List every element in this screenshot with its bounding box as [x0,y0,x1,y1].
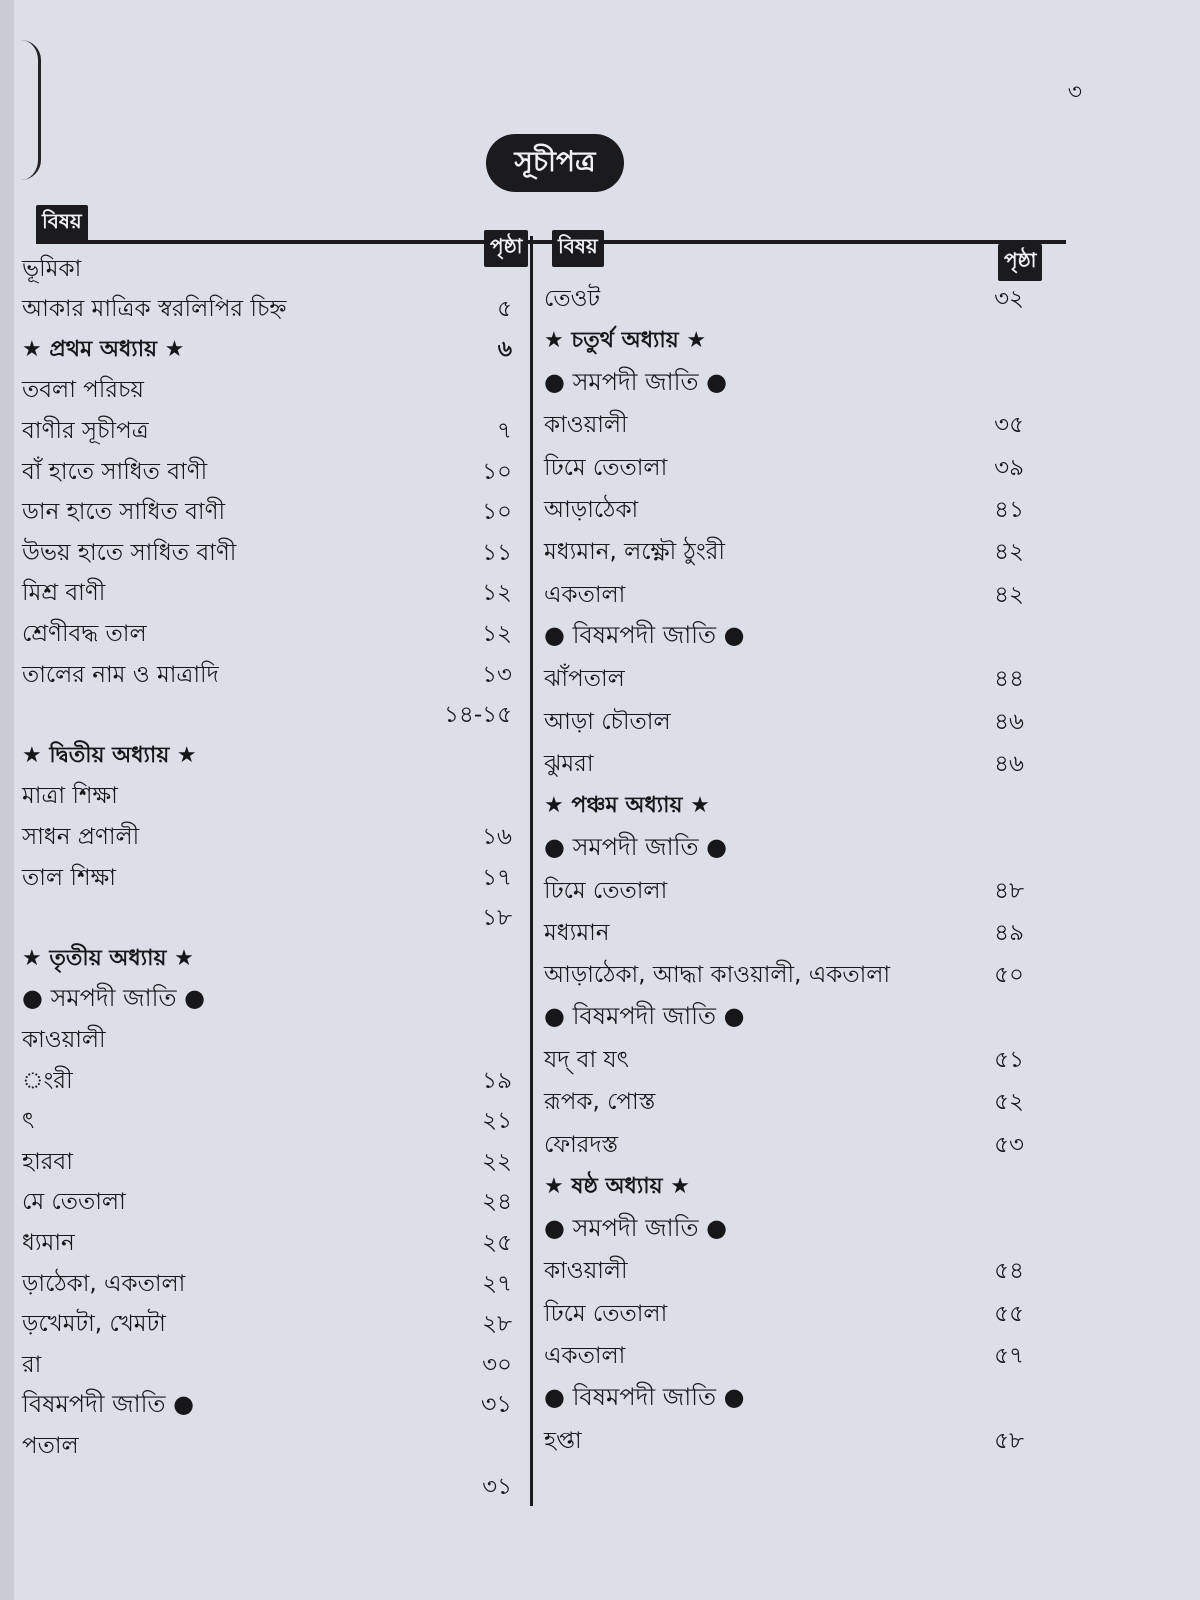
toc-entry [22,498,512,528]
book-page [14,0,1200,1600]
toc-entry-text: ঢিমে তেতালা [544,1300,668,1327]
toc-entry-text: তালের নাম ও মাত্রাদি [22,661,219,688]
toc-entry [22,1066,512,1096]
toc-entry-text: ভূমিকা [22,255,82,282]
toc-entry [544,876,1024,906]
toc-entry-page: ১৪-১৫ [444,702,512,729]
toc-entry-page: ৫৭ [994,1343,1024,1369]
toc-entry-text: আড়া চৌতাল [544,708,671,735]
toc-entry-page: ৩০ [482,1351,512,1378]
toc-entry-page: ৪২ [994,539,1024,566]
toc-entry-text: ● সমপদী জাতি ● [22,983,206,1012]
toc-entry-page: ৪৬ [994,750,1024,777]
toc-entry-text: ড়াঠেকা, একতালা [22,1270,186,1297]
toc-entry [544,961,1024,991]
toc-entry [22,538,512,568]
toc-entry-page: ৩১ [480,1389,512,1418]
toc-entry-text: সাধন প্রণালী [22,823,140,850]
toc-entry-page: ১৬ [482,823,512,850]
toc-entry-page: ২১ [482,1108,512,1135]
toc-entry [544,1426,1024,1456]
page-title: সূচীপত্র [486,134,624,192]
toc-entry-page: ১৮ [482,905,512,932]
toc-entry-page: ১০ [482,499,512,526]
toc-entry-text: ংরী [22,1067,73,1094]
toc-entry [544,665,1024,695]
toc-group [544,1215,1024,1245]
toc-group [544,834,1024,864]
toc-entry-text: আড়াঠেকা [544,497,639,523]
toc-entry [22,782,512,812]
toc-entry-page: ২২ [482,1148,512,1175]
toc-entry-page: ৪১ [994,497,1024,523]
left-page-header: পৃষ্ঠা [484,230,528,267]
toc-entry-text: ফোরদস্ত [544,1131,619,1158]
toc-group [544,622,1024,652]
toc-entry-text: ● বিষমপদী জাতি ● [544,1382,745,1411]
toc-entry [22,1350,512,1380]
toc-entry-page: ৫৫ [994,1300,1024,1327]
toc-entry-text: উভয় হাতে সাধিত বাণী [22,539,237,566]
toc-entry-text: ● সমপদী জাতি ● [544,1213,728,1242]
toc-entry [22,619,512,649]
toc-entry-page: ৩১ [482,1473,512,1500]
toc-entry-text: ঢিমে তেতালা [544,877,668,904]
toc-entry-text: কাওয়ালী [22,1026,106,1053]
toc-entry [22,579,512,609]
toc-entry-text: হপ্তা [544,1427,582,1454]
toc-entry [22,1431,512,1461]
toc-entry-text: ধ্যমান [22,1229,75,1256]
toc-entry-text: ড়খেমটা, খেমটা [22,1311,166,1338]
toc-entry-page: ২৮ [482,1311,512,1338]
toc-entry-text: যদ্ বা যৎ [544,1046,629,1073]
toc-entry-text: ডান হাতে সাধিত বাণী [22,499,226,526]
toc-section [544,326,1024,356]
toc-entry [22,1107,512,1137]
toc-entry [544,580,1024,610]
toc-entry [22,1025,512,1055]
toc-entry-text: হারবা [22,1148,73,1175]
toc-entry-page: ৫২ [994,1089,1024,1116]
toc-entry-text: রূপক, পোস্ত [544,1089,656,1116]
toc-entry [544,496,1024,526]
toc-entry [22,416,512,446]
toc-entry-page: ৫০ [994,962,1024,989]
toc-entry-text: ● সমপদী জাতি ● [544,832,728,861]
toc-entry-page: ৪৮ [994,877,1024,904]
toc-entry-text: তবলা পরিচয় [22,377,144,404]
toc-section [22,741,512,771]
toc-entry-page: ৩৫ [994,412,1024,439]
toc-entry-text: কাওয়ালী [544,1258,628,1285]
toc-entry [22,1188,512,1218]
toc-entry-text: ★ পঞ্চম অধ্যায় ★ [544,793,710,819]
toc-section [544,792,1024,822]
toc-group [22,1391,512,1421]
toc-entry-page: ১৭ [482,864,512,891]
toc-entry-page: ৫ [497,296,512,323]
header-rule [36,240,1066,244]
toc-entry [22,863,512,893]
toc-entry [544,1257,1024,1287]
toc-entry-page: ৫১ [994,1046,1024,1073]
toc-entry [22,822,512,852]
toc-entry-text: কাওয়ালী [544,412,628,439]
toc-entry-text: তেওট [544,285,601,312]
toc-entry [22,1472,512,1502]
column-divider [530,236,533,1506]
toc-entry-text: ঝাঁপতাল [544,666,625,693]
toc-entry-text: পতাল [22,1432,79,1459]
toc-entry-page: ১০ [482,458,512,485]
toc-entry-text: ★ দ্বিতীয় অধ্যায় ★ [22,742,197,768]
right-page-header: পৃষ্ঠা [998,244,1042,281]
toc-entry [22,1228,512,1258]
toc-entry [22,295,512,325]
toc-entry [544,1130,1024,1160]
toc-entry-text: বাঁ হাতে সাধিত বাণী [22,458,208,485]
toc-entry-page: ২৫ [482,1229,512,1256]
toc-entry-page: ২৪ [482,1189,512,1216]
toc-entry-page: ৬ [497,336,512,362]
toc-entry [544,1299,1024,1329]
toc-entry-page: ৭ [497,417,512,444]
toc-entry-text: শ্রেণীবদ্ধ তাল [22,620,147,647]
toc-group [544,1384,1024,1414]
toc-entry-text: মধ্যমান, লক্ষ্ণৌ ঠুংরী [544,539,725,566]
toc-entry-text: ঝুমরা [544,750,594,777]
left-topic-header: বিষয় [36,205,88,242]
toc-entry [22,1310,512,1340]
toc-entry-page: ৫৩ [994,1131,1024,1158]
toc-entry-text: ● বিষমপদী জাতি ● [544,1002,745,1031]
toc-group [544,1003,1024,1033]
toc-entry-page: ১২ [482,620,512,647]
toc-entry-page: ১৯ [482,1067,512,1094]
toc-entry-page: ২৭ [482,1270,512,1297]
toc-entry [22,376,512,406]
toc-section [22,944,512,974]
toc-entry-page: ৫৮ [994,1427,1024,1454]
toc-entry-text: মিশ্র বাণী [22,580,106,607]
toc-entry [22,701,512,731]
toc-entry-text: রা [22,1351,42,1378]
toc-entry [22,254,512,284]
toc-entry-text: তাল শিক্ষা [22,864,116,891]
toc-entry-text: ★ তৃতীয় অধ্যায় ★ [22,945,194,971]
toc-entry-page: ৪৬ [994,708,1024,735]
toc-entry [22,904,512,934]
toc-entry [544,1045,1024,1075]
toc-entry [544,1342,1024,1372]
toc-entry-text: মাত্রা শিক্ষা [22,783,118,810]
toc-entry-text: ঢিমে তেতালা [544,454,668,481]
toc-entry-text: ● সমপদী জাতি ● [544,367,728,396]
toc-entry [544,411,1024,441]
toc-entry [22,457,512,487]
toc-entry-text: আড়াঠেকা, আদ্ধা কাওয়ালী, একতালা [544,962,891,989]
toc-entry-text: ★ প্রথম অধ্যায় ★ [22,336,185,362]
toc-entry-text: ৎ [22,1108,35,1135]
toc-entry [544,538,1024,568]
toc-entry [544,284,1024,314]
toc-entry-page: ১২ [482,580,512,607]
toc-entry-text: মে তেতালা [22,1189,126,1216]
toc-entry-text: আকার মাত্রিক স্বরলিপির চিহ্ন [22,296,287,323]
right-topic-header: বিষয় [552,230,604,267]
binding-edge [14,40,41,180]
toc-entry [22,660,512,690]
toc-entry-page: ১৩ [482,661,512,688]
toc-entry-text: বাণীর সূচীপত্র [22,417,149,444]
toc-entry [544,919,1024,949]
toc-group [22,985,512,1015]
toc-entry-text: ★ ষষ্ঠ অধ্যায় ★ [544,1173,690,1199]
toc-entry-page: ৩২ [994,285,1024,312]
toc-entry [544,453,1024,483]
toc-entry [544,707,1024,737]
toc-section [544,1172,1024,1202]
toc-group [544,369,1024,399]
toc-section [22,335,512,365]
toc-entry [544,749,1024,779]
toc-entry [22,1269,512,1299]
toc-entry [22,1147,512,1177]
toc-entry-page: ৩৯ [994,454,1024,481]
toc-entry-page: ৫৪ [994,1258,1024,1285]
toc-entry-text: একতালা [544,1343,626,1369]
toc-entry-page: ৪৯ [994,920,1024,946]
toc-entry [544,1088,1024,1118]
toc-entry-page: ৪২ [994,581,1024,608]
page-number: ৩ [1067,80,1082,105]
toc-entry-text: ● বিষমপদী জাতি ● [544,621,745,650]
toc-entry-text: বিষমপদী জাতি ● [22,1389,195,1418]
toc-entry-page: ১১ [482,539,512,566]
toc-entry-text: মধ্যমান [544,920,610,946]
toc-entry-text: ★ চতুর্থ অধ্যায় ★ [544,327,707,353]
toc-entry-text: একতালা [544,581,626,608]
toc-entry-page: ৪৪ [994,666,1024,693]
